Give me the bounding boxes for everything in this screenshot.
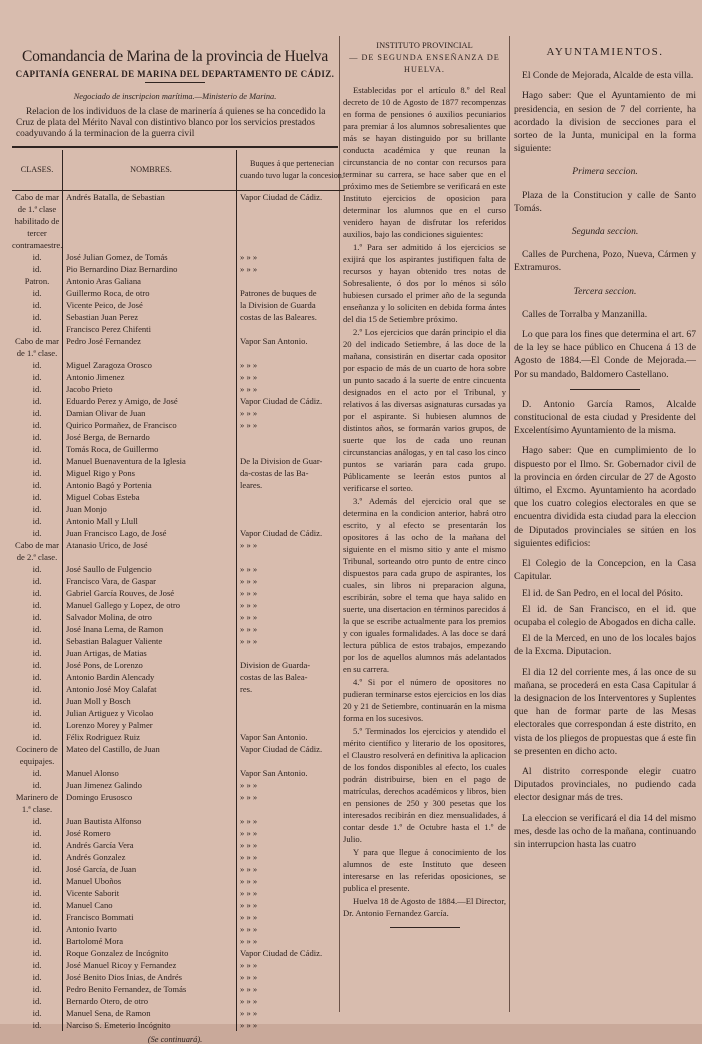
row-buque: » » » bbox=[240, 612, 258, 622]
table-body bbox=[12, 191, 344, 1032]
table-row bbox=[12, 731, 344, 743]
row-nombre: José Berga, de Bernardo bbox=[63, 431, 237, 443]
row-nombre: Manuel Sena, de Ramon bbox=[63, 1007, 237, 1019]
row-nombre: Tomás Roca, de Guillermo bbox=[63, 443, 237, 455]
row-clase: id. bbox=[12, 695, 63, 707]
row-buque: » » » bbox=[240, 792, 258, 802]
row-nombre: Jacobo Prieto bbox=[63, 383, 237, 395]
row-nombre: José Romero bbox=[63, 827, 237, 839]
row-buque: » » » bbox=[240, 360, 258, 370]
marina-column bbox=[12, 40, 344, 1044]
table-row bbox=[12, 779, 344, 791]
table-row bbox=[12, 935, 344, 947]
row-buque: » » » bbox=[240, 1020, 258, 1030]
row-nombre: Bartolomé Mora bbox=[63, 935, 237, 947]
table-row bbox=[12, 875, 344, 887]
instituto-paragraph: 4.º Si por el número de opositores no pudieran terminarse estos ejercicios en los dias 20 y 21 de Setiembre, continuarán en la misma forma en los sucesivos. bbox=[343, 677, 506, 723]
row-clase: id. bbox=[12, 959, 63, 971]
row-nombre: Andrés Gonzalez bbox=[63, 851, 237, 863]
row-nombre: José García, de Juan bbox=[63, 863, 237, 875]
row-buque: Vapor Ciudad de Cádiz. bbox=[240, 948, 323, 958]
row-buque bbox=[237, 323, 345, 335]
row-nombre: Sebastian Juan Perez bbox=[63, 311, 237, 323]
row-clase: id. bbox=[12, 587, 63, 599]
row-buque: costas de las Balea- bbox=[240, 672, 308, 682]
row-buque: » » » bbox=[240, 780, 258, 790]
table-row bbox=[12, 815, 344, 827]
row-buque bbox=[237, 275, 345, 287]
row-buque: » » » bbox=[240, 876, 258, 886]
row-clase: id. bbox=[12, 479, 63, 491]
masthead-title: Comandancia de Marina de la provincia de Huelva bbox=[21, 48, 329, 65]
row-clase: id. bbox=[12, 635, 63, 647]
negociado-line: Negociado de inscripcion marítima.—Ministerio de Marina. bbox=[73, 92, 277, 101]
row-nombre: Antonio Jimenez bbox=[63, 371, 237, 383]
decree-text: Al distrito corresponde elegir cuatro Diputados provinciales, no pudiendo cada elector designar más de tres. bbox=[514, 765, 696, 804]
row-clase: Cocinero de equipajes. bbox=[12, 743, 63, 767]
table-row bbox=[12, 851, 344, 863]
row-nombre: Guillermo Roca, de otro bbox=[63, 287, 237, 299]
section-heading: Segunda seccion. bbox=[571, 226, 639, 238]
row-nombre: Juan Bautista Alfonso bbox=[63, 815, 237, 827]
colegio-item: El id. de San Pedro, en el local del Pósito. bbox=[522, 587, 683, 599]
table-row bbox=[12, 419, 344, 431]
row-clase: id. bbox=[12, 983, 63, 995]
row-buque: » » » bbox=[240, 264, 258, 274]
row-nombre: Mateo del Castillo, de Juan bbox=[63, 743, 237, 767]
table-row bbox=[12, 695, 344, 707]
table-row bbox=[12, 563, 344, 575]
table-row bbox=[12, 479, 344, 491]
row-clase: Patron. bbox=[12, 275, 63, 287]
row-nombre: Salvador Molina, de otro bbox=[63, 611, 237, 623]
row-clase: id. bbox=[12, 359, 63, 371]
row-clase: id. bbox=[12, 563, 63, 575]
row-buque: » » » bbox=[240, 972, 258, 982]
row-nombre: Narciso S. Emeterio Incógnito bbox=[63, 1019, 237, 1031]
row-nombre: Antonio Mall y Llull bbox=[63, 515, 237, 527]
row-clase: id. bbox=[12, 995, 63, 1007]
row-nombre: Andrés García Vera bbox=[63, 839, 237, 851]
row-buque: da-costas de las Ba- bbox=[240, 468, 309, 478]
row-clase: id. bbox=[12, 431, 63, 443]
masthead-subtitle: CAPITANÍA GENERAL DE MARINA DEL DEPARTAMENTO DE CÁDIZ. bbox=[15, 69, 335, 79]
row-buque: » » » bbox=[240, 408, 258, 418]
row-clase: id. bbox=[12, 419, 63, 431]
table-row bbox=[12, 899, 344, 911]
row-nombre: Antonio Ivarto bbox=[63, 923, 237, 935]
section-heading: Tercera seccion. bbox=[573, 285, 637, 297]
row-nombre: Pio Bernardino Diaz Bernardino bbox=[63, 263, 237, 275]
row-buque: » » » bbox=[240, 600, 258, 610]
table-row bbox=[12, 575, 344, 587]
instituto-paragraph: Y para que llegue á conocimiento de los alumnos de este Instituto que deseen interesarse en las referidas oposiciones, se publica el presente. bbox=[343, 847, 506, 893]
table-row bbox=[12, 599, 344, 611]
row-clase: id. bbox=[12, 947, 63, 959]
row-nombre: Manuel Buenaventura de la Iglesia bbox=[63, 455, 237, 467]
row-nombre: Juan Monjo bbox=[63, 503, 237, 515]
row-nombre: Félix Rodriguez Ruiz bbox=[63, 731, 237, 743]
row-clase: id. bbox=[12, 503, 63, 515]
relacion-text: Relacion de los individuos de la clase de marinería á quienes se ha concedido la Cruz de plata del Mérito Naval con distintivo blanco por los servicios prestados coadyuvando á la terminacion de la guerra civil bbox=[16, 107, 326, 139]
row-clase: Cabo de mar de 2.ª clase. bbox=[12, 539, 63, 563]
row-clase: id. bbox=[12, 659, 63, 671]
row-buque: » » » bbox=[240, 588, 258, 598]
instituto-paragraph: 3.º Además del ejercicio oral que se determina en la condicion anterior, habrá otro escrito, y al efecto se presentarán los opositores á las ocho de la mañana del siguiente en el mismo sitio y ante el mismo Tribunal, sorteando otro punto de entre cinco dispuestos para cada grupo de aspirantes, los cuales, sin libros ni preparacion alguna, escribirán, sobre el tema que haya salido en suerte, una disertacion en términos parecidos á la que se escribe actualmente para los premios y con iguales formalidades. A las doce se dará lectura pública de estos trabajos, empezando por los de aquellos alumnos más adelantados en su carrera. bbox=[343, 496, 506, 674]
row-buque: » » » bbox=[240, 420, 258, 430]
table-row bbox=[12, 995, 344, 1007]
awards-table bbox=[12, 150, 344, 1031]
table-row bbox=[12, 959, 344, 971]
row-clase: id. bbox=[12, 671, 63, 683]
row-nombre: Roque Gonzalez de Incógnito bbox=[63, 947, 237, 959]
row-nombre: Manuel Gallego y Lopez, de otro bbox=[63, 599, 237, 611]
row-buque: » » » bbox=[240, 864, 258, 874]
row-nombre: Pedro José Fernandez bbox=[63, 335, 237, 359]
table-row bbox=[12, 659, 344, 671]
decree-closing: Lo que para los fines que determina el art. 67 de la ley se hace público en Chucena á 13 de Agosto de 1884.—El Conde de Mejorada.—Por su mandado, Baldomero Castellano. bbox=[514, 329, 696, 380]
table-row bbox=[12, 683, 344, 695]
row-clase: id. bbox=[12, 839, 63, 851]
table-row bbox=[12, 791, 344, 815]
row-clase: id. bbox=[12, 935, 63, 947]
row-clase: id. bbox=[12, 875, 63, 887]
row-buque: » » » bbox=[240, 996, 258, 1006]
decree-header: D. Antonio García Ramos, Alcalde constitucional de esta ciudad y Presidente del Excelentísimo Ayuntamiento de la misma. bbox=[514, 398, 696, 437]
row-buque: » » » bbox=[240, 624, 258, 634]
row-clase: id. bbox=[12, 623, 63, 635]
row-clase: id. bbox=[12, 515, 63, 527]
table-row bbox=[12, 719, 344, 731]
row-nombre: Juan Jimenez Galindo bbox=[63, 779, 237, 791]
row-nombre: Manuel Uboños bbox=[63, 875, 237, 887]
row-nombre: Juan Artigas, de Matias bbox=[63, 647, 237, 659]
table-row bbox=[12, 839, 344, 851]
row-buque bbox=[237, 647, 345, 659]
decree-header: El Conde de Mejorada, Alcalde de esta villa. bbox=[522, 70, 694, 82]
row-nombre: Domingo Erusosco bbox=[63, 791, 237, 815]
row-buque: Vapor Ciudad de Cádiz. bbox=[240, 528, 323, 538]
row-clase: id. bbox=[12, 383, 63, 395]
table-row bbox=[12, 539, 344, 563]
table-row bbox=[12, 743, 344, 767]
table-row bbox=[12, 515, 344, 527]
row-clase: id. bbox=[12, 851, 63, 863]
table-row bbox=[12, 827, 344, 839]
row-buque: Vapor San Antonio. bbox=[240, 768, 308, 778]
row-clase: id. bbox=[12, 455, 63, 467]
section-text: Plaza de la Constitucion y calle de Santo Tomás. bbox=[514, 189, 696, 214]
row-nombre: José Manuel Ricoy y Fernandez bbox=[63, 959, 237, 971]
row-buque: costas de las Baleares. bbox=[240, 312, 317, 322]
row-clase: id. bbox=[12, 971, 63, 983]
row-nombre: Francisco Perez Chifenti bbox=[63, 323, 237, 335]
table-row bbox=[12, 1019, 344, 1031]
table-row bbox=[12, 455, 344, 467]
row-buque: » » » bbox=[240, 924, 258, 934]
instituto-paragraph: Establecidas por el artículo 8.º del Real decreto de 10 de Agosto de 1877 recompenzas en forma de pensiones ó auxilios pecuniarios para premiar á los alumnos sobresalientes que más se hayan distinguido por su brillante conducta académica y que reunan la circunstancia de no contar con recursos para terminar su carrera, se hace saber que en el próximo mes de Setiembre se verificará en este Instituto ejercicios de oposicion para determinar los alumnos que en el curso venidero hayan de disfrutar los referidos auxilios, bajo las condiciones siguientes: bbox=[343, 85, 506, 239]
row-buque: Patrones de buques de bbox=[240, 288, 317, 298]
row-nombre: Francisco Bommati bbox=[63, 911, 237, 923]
table-row bbox=[12, 251, 344, 263]
table-row bbox=[12, 311, 344, 323]
ayuntamientos-column bbox=[514, 40, 696, 858]
row-buque: » » » bbox=[240, 960, 258, 970]
header-clases: CLASES. bbox=[12, 150, 63, 191]
row-clase: id. bbox=[12, 311, 63, 323]
table-row bbox=[12, 623, 344, 635]
row-buque: » » » bbox=[240, 852, 258, 862]
row-buque: » » » bbox=[240, 912, 258, 922]
row-nombre: Atanasio Urico, de José bbox=[63, 539, 237, 563]
table-row bbox=[12, 503, 344, 515]
instituto-paragraph: Huelva 18 de Agosto de 1884.—El Director, Dr. Antonio Fernandez García. bbox=[343, 896, 506, 918]
row-nombre: Manuel Cano bbox=[63, 899, 237, 911]
row-clase: id. bbox=[12, 683, 63, 695]
row-nombre: José Benito Dios Inias, de Andrés bbox=[63, 971, 237, 983]
row-nombre: Pedro Benito Fernandez, de Tomás bbox=[63, 983, 237, 995]
row-clase: id. bbox=[12, 1019, 63, 1031]
row-clase: id. bbox=[12, 323, 63, 335]
row-buque: Vapor San Antonio. bbox=[240, 336, 308, 346]
row-nombre: Miguel Rigo y Pons bbox=[63, 467, 237, 479]
row-buque: Division de Guarda- bbox=[240, 660, 311, 670]
colegio-item: El de la Merced, en uno de los locales bajos de la Excma. Diputacion. bbox=[514, 633, 696, 658]
table-row bbox=[12, 611, 344, 623]
table-row bbox=[12, 947, 344, 959]
row-nombre: Sebastian Balaguer Valiente bbox=[63, 635, 237, 647]
row-nombre: Antonio Bagó y Portenia bbox=[63, 479, 237, 491]
row-clase: id. bbox=[12, 1007, 63, 1019]
table-row bbox=[12, 383, 344, 395]
decree-text: Hago saber: Que en cumplimiento de lo dispuesto por el Ilmo. Sr. Gobernador civil de la provincia en órden circular de 27 de Agosto último, el Excmo. Ayuntamiento ha acordado que los cuatro colegios electorales en que se encuentra dividida esta ciudad para la eleccion de Diputados provinciales se sitúen en los siguientes edificios: bbox=[514, 445, 696, 549]
table-row bbox=[12, 491, 344, 503]
row-buque: » » » bbox=[240, 1008, 258, 1018]
row-nombre: Quirico Pormañez, de Francisco bbox=[63, 419, 237, 431]
row-buque bbox=[237, 431, 345, 443]
row-clase: id. bbox=[12, 767, 63, 779]
table-row bbox=[12, 707, 344, 719]
row-nombre: Damian Olivar de Juan bbox=[63, 407, 237, 419]
colegio-item: El id. de San Francisco, en el id. que ocupaba el colegio de Abogados en dicha calle. bbox=[514, 603, 696, 628]
row-nombre: Antonio Bardin Alencady bbox=[63, 671, 237, 683]
decree-text: La eleccion se verificará el dia 14 del mismo mes, desde las ocho de la mañana, continuando sin interrupcion hasta las cuatro bbox=[514, 812, 696, 850]
row-nombre: Juan Francisco Lago, de José bbox=[63, 527, 237, 539]
row-nombre: Miguel Cobas Esteba bbox=[63, 491, 237, 503]
row-nombre: José Saullo de Fulgencio bbox=[63, 563, 237, 575]
row-nombre: Antonio Aras Galiana bbox=[63, 275, 237, 287]
row-nombre: Bernardo Otero, de otro bbox=[63, 995, 237, 1007]
table-row bbox=[12, 287, 344, 299]
row-buque: » » » bbox=[240, 252, 258, 262]
row-buque: Vapor Ciudad de Cádiz. bbox=[240, 744, 323, 754]
table-row bbox=[12, 443, 344, 455]
row-nombre: Francisco Vara, de Gaspar bbox=[63, 575, 237, 587]
row-clase: id. bbox=[12, 287, 63, 299]
decree-text: El dia 12 del corriente mes, á las once de su mañana, se procederá en esta Casa Capitular á la designacion de los Interventores y Suplentes que han de formar parte de las Mesas electorales que correspondan á este distrito, en vista de los pliegos de propuestas que á este fin se presenten en dicho acto. bbox=[514, 666, 696, 757]
row-clase: id. bbox=[12, 887, 63, 899]
column-rule bbox=[509, 36, 510, 1012]
row-buque bbox=[237, 719, 345, 731]
row-clase: id. bbox=[12, 911, 63, 923]
instituto-paragraph: 1.º Para ser admitido á los ejercicios se exijirá que los aspirantes justifiquen falta de recursos y hayan obtenido tres notas de Sobresaliente, ó dos por lo ménos si sólo hubiesen cursado el primer año de la segunda enseñanza y lo soliciten en debida forma ántes del dia 15 de Setiembre próximo. bbox=[343, 242, 506, 324]
row-nombre: Antonio José Moy Calafat bbox=[63, 683, 237, 695]
row-clase: id. bbox=[12, 599, 63, 611]
row-buque bbox=[237, 515, 345, 527]
row-clase: id. bbox=[12, 575, 63, 587]
table-row bbox=[12, 887, 344, 899]
row-buque: » » » bbox=[240, 936, 258, 946]
row-clase: id. bbox=[12, 611, 63, 623]
row-clase: id. bbox=[12, 923, 63, 935]
row-clase: Cabo de mar de 1.ª clase habilitado de tercer contramaestre. bbox=[12, 192, 63, 250]
row-buque: res. bbox=[240, 684, 253, 694]
table-row bbox=[12, 371, 344, 383]
row-clase: Marinero de 1.ª clase. bbox=[12, 791, 63, 815]
table-row bbox=[12, 359, 344, 371]
instituto-subtitle: — DE SEGUNDA ENSEÑANZA DE HUELVA. bbox=[349, 53, 500, 74]
row-buque: » » » bbox=[240, 564, 258, 574]
table-row bbox=[12, 431, 344, 443]
header-nombres: NOMBRES. bbox=[63, 150, 237, 191]
row-buque: » » » bbox=[240, 540, 258, 550]
row-clase: id. bbox=[12, 467, 63, 479]
table-row bbox=[12, 971, 344, 983]
row-buque bbox=[237, 503, 345, 515]
row-clase: id. bbox=[12, 707, 63, 719]
row-clase: id. bbox=[12, 815, 63, 827]
table-row bbox=[12, 767, 344, 779]
row-buque: » » » bbox=[240, 372, 258, 382]
table-row bbox=[12, 191, 344, 252]
row-buque: » » » bbox=[240, 984, 258, 994]
instituto-title: INSTITUTO PROVINCIAL bbox=[376, 41, 473, 50]
row-buque bbox=[237, 443, 345, 455]
row-clase: id. bbox=[12, 731, 63, 743]
row-clase: id. bbox=[12, 371, 63, 383]
table-row bbox=[12, 275, 344, 287]
row-nombre: José Pons, de Lorenzo bbox=[63, 659, 237, 671]
instituto-paragraph: 2.º Los ejercicios que darán principio el dia 20 del indicado Setiembre, á las doce de la mañana, consistirán en disertar cada opositor por espacio de más de un cuarto de hora sobre un punto sacado á la suerte de entre cincuenta designados en el acto por el Tribunal, y relativos á las diversas asignaturas cursadas ya por el aspirante. Si hubiesen alumnos de distintos años, se formarán varios grupos, de suerte que los de cada uno reunan circunstancias análogas, y en tal caso los cinco puntos se variarán para cada grupo. Públicamente se leerán estos puntos al verificarse el sorteo. bbox=[343, 327, 506, 493]
row-nombre: José Julian Gomez, de Tomás bbox=[63, 251, 237, 263]
row-buque: De la Division de Guar- bbox=[240, 456, 323, 466]
row-buque bbox=[237, 707, 345, 719]
separator-rule bbox=[570, 389, 640, 390]
table-row bbox=[12, 671, 344, 683]
row-clase: id. bbox=[12, 827, 63, 839]
table-row bbox=[12, 299, 344, 311]
row-nombre: José Inana Lema, de Ramon bbox=[63, 623, 237, 635]
decree-text: Hago saber: Que el Ayuntamiento de mi presidencia, en sesion de 7 del corriente, ha acordado la division de secciones para el sorteo de la Junta, municipal en la forma siguiente: bbox=[514, 90, 696, 155]
ayuntamientos-title: AYUNTAMIENTOS. bbox=[546, 46, 664, 58]
row-nombre: Julian Artiguez y Vicolao bbox=[63, 707, 237, 719]
table-row bbox=[12, 323, 344, 335]
instituto-column bbox=[343, 40, 506, 936]
row-nombre: Gabriel García Rouves, de José bbox=[63, 587, 237, 599]
table-row bbox=[12, 467, 344, 479]
row-clase: id. bbox=[12, 647, 63, 659]
row-nombre: Miguel Zaragoza Orosco bbox=[63, 359, 237, 371]
row-nombre: Juan Moll y Bosch bbox=[63, 695, 237, 707]
table-row bbox=[12, 635, 344, 647]
row-clase: id. bbox=[12, 443, 63, 455]
row-nombre: Vicente Peico, de José bbox=[63, 299, 237, 311]
row-clase: id. bbox=[12, 779, 63, 791]
separator-rule bbox=[390, 927, 460, 928]
header-buques: Buques á que pertenecian cuando tuvo lugar la concesion. bbox=[237, 150, 345, 191]
row-buque bbox=[237, 491, 345, 503]
row-buque: » » » bbox=[240, 900, 258, 910]
table-row bbox=[12, 911, 344, 923]
row-clase: Cabo de mar de 1.ª clase. bbox=[12, 335, 63, 359]
section-heading: Primera seccion. bbox=[572, 166, 638, 178]
continued-note: (Se continuará). bbox=[147, 1035, 203, 1044]
row-buque bbox=[237, 695, 345, 707]
row-clase: id. bbox=[12, 899, 63, 911]
row-clase: id. bbox=[12, 299, 63, 311]
colegio-item: El Colegio de la Concepcion, en la Casa Capitular. bbox=[514, 558, 696, 583]
table-row bbox=[12, 407, 344, 419]
table-row bbox=[12, 923, 344, 935]
row-clase: id. bbox=[12, 527, 63, 539]
table-header-row bbox=[12, 150, 344, 191]
row-buque: » » » bbox=[240, 828, 258, 838]
row-buque: leares. bbox=[240, 480, 263, 490]
table-row bbox=[12, 587, 344, 599]
table-row bbox=[12, 395, 344, 407]
row-buque: Vapor San Antonio. bbox=[240, 732, 308, 742]
row-nombre: Lorenzo Morey y Palmer bbox=[63, 719, 237, 731]
row-buque: la Division de Guarda bbox=[240, 300, 316, 310]
row-clase: id. bbox=[12, 395, 63, 407]
row-buque: » » » bbox=[240, 384, 258, 394]
row-buque: Vapor Ciudad de Cádiz. bbox=[240, 192, 323, 202]
table-top-rule bbox=[12, 146, 338, 148]
instituto-body bbox=[343, 84, 506, 919]
section-text: Calles de Purchena, Pozo, Nueva, Cármen y Extramuros. bbox=[514, 249, 696, 274]
row-buque: » » » bbox=[240, 576, 258, 586]
table-row bbox=[12, 335, 344, 359]
row-nombre: Vicente Saborit bbox=[63, 887, 237, 899]
row-buque: » » » bbox=[240, 888, 258, 898]
section-text: Calles de Torralba y Manzanilla. bbox=[522, 308, 648, 320]
row-buque: » » » bbox=[240, 636, 258, 646]
row-clase: id. bbox=[12, 491, 63, 503]
table-row bbox=[12, 527, 344, 539]
table-row bbox=[12, 647, 344, 659]
table-row bbox=[12, 263, 344, 275]
row-nombre: Andrés Batalla, de Sebastian bbox=[63, 191, 237, 252]
table-row bbox=[12, 863, 344, 875]
row-clase: id. bbox=[12, 863, 63, 875]
row-buque: » » » bbox=[240, 816, 258, 826]
row-clase: id. bbox=[12, 251, 63, 263]
row-buque: Vapor Ciudad de Cádiz. bbox=[240, 396, 323, 406]
row-nombre: Eduardo Perez y Amigo, de José bbox=[63, 395, 237, 407]
row-nombre: Manuel Alonso bbox=[63, 767, 237, 779]
ornament-rule bbox=[145, 82, 205, 83]
table-row bbox=[12, 983, 344, 995]
row-buque: » » » bbox=[240, 840, 258, 850]
table-row bbox=[12, 1007, 344, 1019]
instituto-paragraph: 5.º Terminados los ejercicios y atendido el mérito científico y literario de los opositores, el Claustro resolverá en definitiva la aplicacion de los fondos disponibles al efecto, los cuales podrán distribuirse, bien en el pago de matrículas, derechos académicos y libros, bien en pensiones de 250 y 300 pesetas que los interesados recibirán en diez mensualidades, á contar desde 1.º de Octubre hasta el 1.º de Julio. bbox=[343, 726, 506, 844]
row-clase: id. bbox=[12, 263, 63, 275]
row-clase: id. bbox=[12, 719, 63, 731]
row-clase: id. bbox=[12, 407, 63, 419]
